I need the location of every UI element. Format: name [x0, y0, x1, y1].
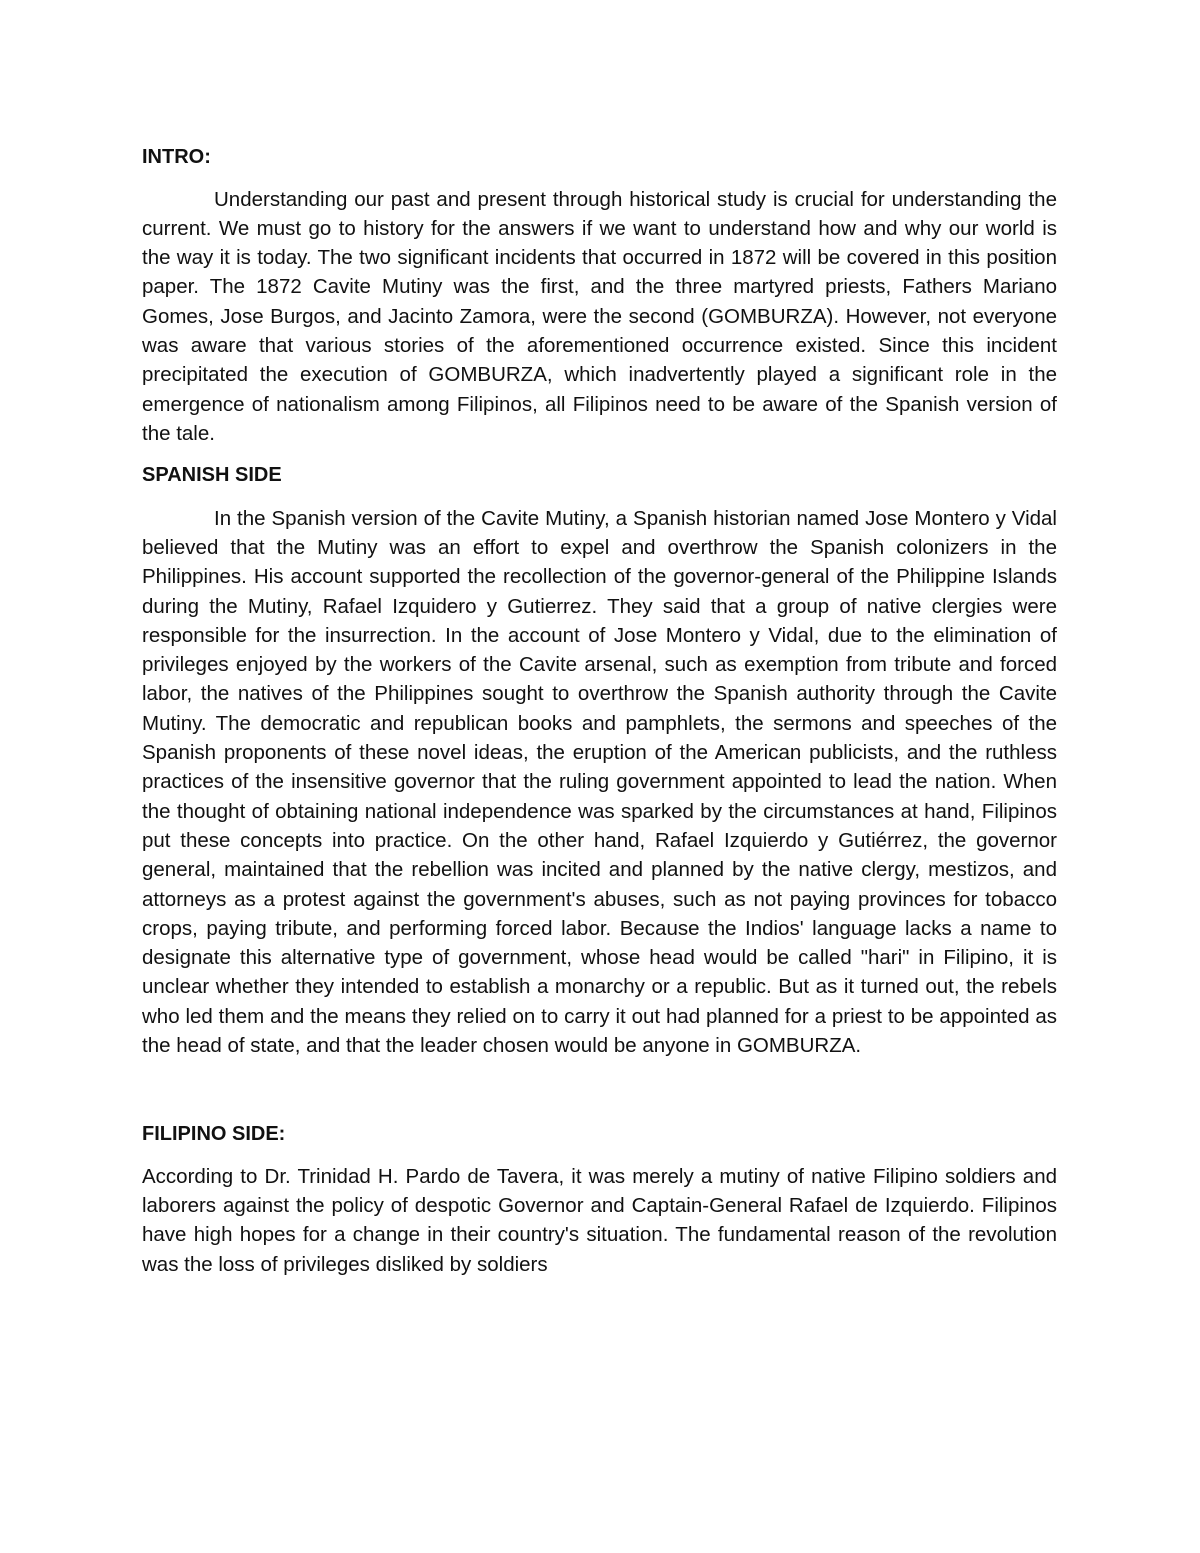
intro-heading: INTRO: [142, 146, 211, 168]
document-page [142, 140, 1057, 1279]
filipino-side-heading: FILIPINO SIDE: [142, 1123, 286, 1146]
filipino-side-paragraph: According to Dr. Trinidad H. Pardo de Tavera, it was merely a mutiny of native Filipino soldiers and laborers against the policy of despotic Governor and Captain-General Rafael de Izquierdo. Filipinos have high hopes for a change in their country's situation. The fundamental reason of the revolution was the loss of privileges disliked by soldiers [142, 1164, 1057, 1276]
spanish-side-paragraph: In the Spanish version of the Cavite Mutiny, a Spanish historian named Jose Montero y Vidal believed that the Mutiny was an effort to expel and overthrow the Spanish colonizers in the Philippines. His account supported the recollection of the governor-general of the Philippine Islands during the Mutiny, Rafael Izquidero y Gutierrez. They said that a group of native clergies were responsible for the insurrection. In the account of Jose Montero y Vidal, due to the elimination of privileges enjoyed by the workers of the Cavite arsenal, such as exemption from tribute and forced labor, the natives of the Philippines sought to overthrow the Spanish authority through the Cavite Mutiny. The democratic and republican books and pamphlets, the sermons and speeches of the Spanish proponents of these novel ideas, the eruption of the American publicists, and the ruthless practices of the insensitive governor that the ruling government appointed to lead the nation. When the thought of obtaining national independence was sparked by the circumstances at hand, Filipinos put these concepts into practice. On the other hand, Rafael Izquierdo y Gutiérrez, the governor general, maintained that the rebellion was incited and planned by the native clergy, mestizos, and attorneys as a protest against the government's abuses, such as not paying provinces for tobacco crops, paying tribute, and performing forced labor. Because the Indios' language lacks a name to designate this alternative type of government, whose head would be called "hari" in Filipino, it is unclear whether they intended to establish a monarchy or a republic. But as it turned out, the rebels who led them and the means they relied on to carry it out had planned for a priest to be appointed as the head of state, and that the leader chosen would be anyone in GOMBURZA. [142, 506, 1057, 1058]
spanish-side-heading: SPANISH SIDE [142, 464, 282, 487]
intro-paragraph: Understanding our past and present through historical study is crucial for understanding the current. We must go to history for the answers if we want to understand how and why our world is the way it is today. The two significant incidents that occurred in 1872 will be covered in this position paper. The 1872 Cavite Mutiny was the first, and the three martyred priests, Fathers Mariano Gomes, Jose Burgos, and Jacinto Zamora, were the second (GOMBURZA). However, not everyone was aware that various stories of the aforementioned occurrence existed. Since this incident precipitated the execution of GOMBURZA, which inadvertently played a significant role in the emergence of nationalism among Filipinos, all Filipinos need to be aware of the Spanish version of the tale. [142, 187, 1057, 445]
